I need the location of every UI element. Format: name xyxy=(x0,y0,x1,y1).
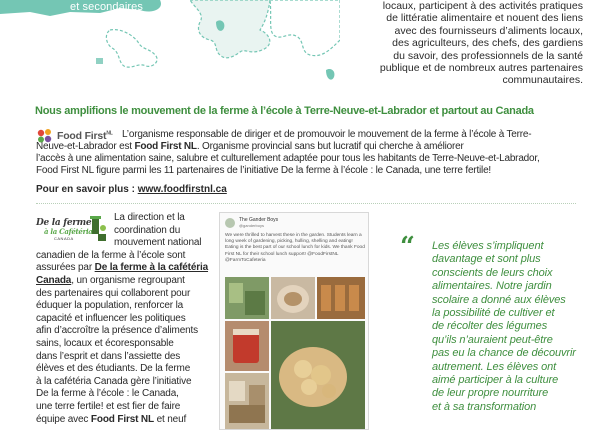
social-post-photo xyxy=(225,277,365,429)
intro-line: publique et de nombreux autres partenaires xyxy=(379,62,583,75)
section-divider xyxy=(36,203,576,204)
social-post-author: The Gander Boys xyxy=(239,217,279,223)
intro-line: locaux, participent à des activités pratiques xyxy=(382,0,583,12)
quote-line: la possibilité de cultiver et xyxy=(432,307,555,319)
quote-line: alimentaires. Notre jardin xyxy=(432,280,552,293)
more-info-label: Pour en savoir plus : xyxy=(36,184,138,195)
column-line: afin d’accroître la présence d’aliments xyxy=(36,325,199,337)
quote-mark-icon: “ xyxy=(400,232,415,262)
quote-line: de leur propre nourriture xyxy=(432,387,549,400)
column-line: sains, locaux et écoresponsable xyxy=(36,338,174,349)
column-line: élèves et des étudiants. De la ferme xyxy=(36,363,191,375)
quote-line: conscients de leurs choix xyxy=(432,266,553,279)
farm-cafeteria-logo-line3: CANADA xyxy=(54,236,74,241)
intro-line: communautaires. xyxy=(502,74,583,87)
social-post-handle: @ganderboys xyxy=(239,223,264,228)
food-first-name: Food First NL xyxy=(134,141,197,152)
map-caption: et secondaires xyxy=(70,1,143,13)
food-first-logo-text: Food First$^{NL}$ xyxy=(57,130,113,142)
column-line: dans l’esprit et dans l’assiette des xyxy=(36,350,181,362)
column-line: équipe avec Food First NL et neuf xyxy=(36,413,187,425)
food-first-text-line: Food First NL figure parmi les 11 partenaires de l’initiative De la ferme à l’école : le Canada, une terre fertile! xyxy=(36,165,492,176)
quote-line: scolaire a donné aux élèves xyxy=(432,293,566,306)
quote-line: de récolter des légumes xyxy=(432,320,548,333)
quote-line: davantage et sont plus xyxy=(432,253,541,266)
column-line: une terre fertile! et est fier de faire xyxy=(36,401,181,412)
intro-line: avec des fournisseurs d’aliments locaux, xyxy=(394,24,583,37)
intro-line: de littératie alimentaire et nouent des liens xyxy=(386,12,583,25)
farm-cafeteria-name: De la ferme à la cafétéria xyxy=(94,262,209,274)
intro-paragraph xyxy=(343,0,583,87)
column-line: capacité et influencer les politiques xyxy=(36,312,186,324)
social-post-card xyxy=(219,212,369,430)
food-first-text-line: L’organisme responsable de diriger et de promouvoir le mouvement de la ferme à l’école à Terre- xyxy=(122,129,532,140)
quote-line: Les élèves s’impliquent xyxy=(432,240,544,252)
food-first-name: Food First NL xyxy=(90,413,154,425)
column-line: à la cafétéria Canada gère l’initiative xyxy=(36,375,192,387)
food-first-text-line: l’accès à une alimentation saine, salubre et culturellement adaptée pour tous les habitants de Terre-Neuve-et-Labrador, xyxy=(36,153,540,164)
intro-line: du savoir, des professionnels de la santé xyxy=(393,49,583,62)
map-graphic xyxy=(0,0,340,95)
section-heading: Nous amplifions le mouvement de la ferme à l’école à Terre-Neuve-et-Labrador et partout au Canada xyxy=(35,105,534,117)
quote-line: qu’ils n’auraient peut-être xyxy=(432,333,553,346)
quote-line: et à sa transformation xyxy=(432,400,537,413)
food-first-link[interactable]: www.foodfirstnl.ca xyxy=(137,184,227,195)
more-info xyxy=(36,184,227,195)
farm-cafeteria-logo-line2: à la Cafétéria xyxy=(44,227,93,236)
column-line: De la ferme à l’école : le Canada, xyxy=(36,388,179,400)
column-line: des partenaires qui collaborent pour xyxy=(36,287,191,299)
social-post-text: We were thrilled to harvest these in the garden. Students learn a long week of gardening, picking, hulling, shelling and eating! Eating is the best part of our school lunch for kids. We thank Food First NL for their school lunch support! @FoodFirstNL @FarmToCafeteria xyxy=(225,233,365,263)
column-line: mouvement national xyxy=(114,237,202,249)
column-line: assurées par De la ferme à la cafétéria xyxy=(36,262,209,274)
column-line: La direction et la xyxy=(114,212,185,223)
column-line: éduquer la population, renforcer la xyxy=(36,300,184,312)
avatar xyxy=(225,218,235,228)
column-line: Canada, un organisme regroupant xyxy=(36,275,185,286)
intro-line: des agriculteurs, des chefs, des gardiens xyxy=(392,37,583,50)
farm-cafeteria-logo xyxy=(36,214,108,244)
quote-line: autrement. Les élèves ont xyxy=(432,360,557,373)
column-line: canadien de la ferme à l’école sont xyxy=(36,249,186,261)
social-post-header xyxy=(225,218,278,228)
quote-line: pas eu la chance de découvrir xyxy=(432,347,576,360)
quote-line: aimé participer à la culture xyxy=(432,374,559,386)
column-line: coordination du xyxy=(114,224,181,236)
farm-cafeteria-logo-line1: De la ferme xyxy=(36,218,92,228)
food-first-text-line: Neuve-et-Labrador est Food First NL. Organisme provincial sans but lucratif qui cherche à améliorer xyxy=(36,141,464,152)
